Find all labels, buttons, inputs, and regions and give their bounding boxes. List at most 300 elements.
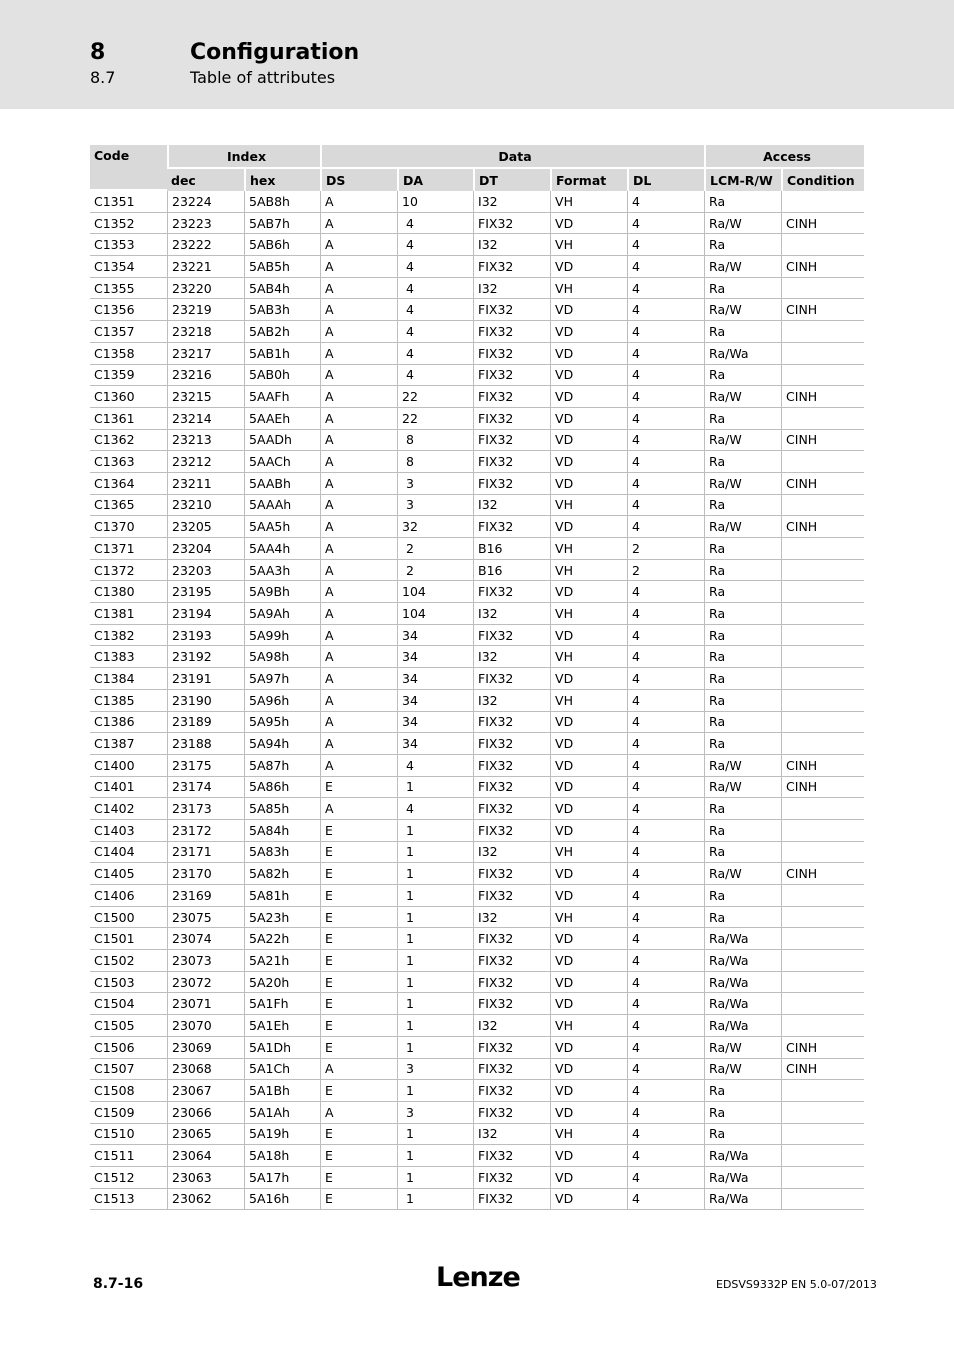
cell-dl: 4 [627,885,704,907]
cell-index-dec: 23065 [167,1124,244,1146]
cell-index-hex: 5A16h [244,1189,320,1211]
cell-format: VH [550,1124,627,1146]
cell-code: C1381 [90,603,167,625]
cell-index-dec: 23214 [167,408,244,430]
cell-dl: 4 [627,928,704,950]
cell-index-hex: 5A21h [244,950,320,972]
cell-code: C1356 [90,299,167,321]
table-row [90,321,864,343]
cell-code: C1362 [90,430,167,452]
cell-format: VD [550,777,627,799]
cell-ds: E [320,863,397,885]
cell-lcm-rw: Ra [704,451,781,473]
cell-index-hex: 5A95h [244,712,320,734]
cell-format: VH [550,646,627,668]
cell-index-dec: 23170 [167,863,244,885]
cell-ds: A [320,495,397,517]
cell-code: C1355 [90,278,167,300]
cell-format: VD [550,343,627,365]
cell-condition: CINH [781,473,864,495]
table-row [90,820,864,842]
cell-condition [781,495,864,517]
cell-da: 1 [397,1124,473,1146]
cell-index-dec: 23212 [167,451,244,473]
cell-lcm-rw: Ra [704,321,781,343]
header-da: DA [397,169,473,191]
cell-condition [781,885,864,907]
cell-da: 2 [397,538,473,560]
table-row [90,1059,864,1081]
cell-ds: E [320,1189,397,1211]
cell-index-dec: 23173 [167,798,244,820]
table-row [90,1167,864,1189]
cell-dl: 4 [627,343,704,365]
cell-index-dec: 23175 [167,755,244,777]
cell-dl: 4 [627,972,704,994]
cell-dt: FIX32 [473,820,550,842]
cell-ds: A [320,798,397,820]
cell-dt: FIX32 [473,625,550,647]
cell-ds: E [320,1037,397,1059]
cell-condition: CINH [781,386,864,408]
cell-index-dec: 23213 [167,430,244,452]
cell-dl: 4 [627,1102,704,1124]
cell-code: C1357 [90,321,167,343]
cell-condition: CINH [781,1059,864,1081]
attributes-table [90,145,864,1210]
cell-code: C1404 [90,842,167,864]
cell-dl: 2 [627,560,704,582]
cell-ds: A [320,1102,397,1124]
cell-dt: FIX32 [473,256,550,278]
cell-ds: A [320,213,397,235]
cell-code: C1505 [90,1015,167,1037]
cell-index-dec: 23190 [167,690,244,712]
cell-index-dec: 23071 [167,993,244,1015]
cell-code: C1501 [90,928,167,950]
cell-dl: 2 [627,538,704,560]
cell-dl: 4 [627,408,704,430]
cell-index-dec: 23210 [167,495,244,517]
cell-dl: 4 [627,321,704,343]
cell-dt: I32 [473,495,550,517]
cell-dl: 4 [627,690,704,712]
cell-lcm-rw: Ra/W [704,386,781,408]
cell-da: 1 [397,842,473,864]
header-format: Format [550,169,627,191]
cell-format: VD [550,668,627,690]
cell-code: C1512 [90,1167,167,1189]
cell-code: C1513 [90,1189,167,1211]
cell-format: VD [550,1189,627,1211]
cell-ds: A [320,365,397,387]
cell-da: 8 [397,430,473,452]
cell-index-hex: 5A1Bh [244,1080,320,1102]
cell-ds: E [320,1080,397,1102]
cell-dl: 4 [627,386,704,408]
cell-dl: 4 [627,1167,704,1189]
cell-condition: CINH [781,863,864,885]
cell-da: 22 [397,386,473,408]
cell-da: 4 [397,256,473,278]
cell-da: 4 [397,343,473,365]
cell-index-hex: 5AAAh [244,495,320,517]
cell-index-dec: 23172 [167,820,244,842]
cell-index-dec: 23174 [167,777,244,799]
cell-ds: A [320,299,397,321]
cell-index-dec: 23073 [167,950,244,972]
cell-ds: A [320,343,397,365]
cell-index-hex: 5A87h [244,755,320,777]
cell-dl: 4 [627,625,704,647]
cell-ds: A [320,278,397,300]
cell-condition [781,1124,864,1146]
cell-ds: E [320,1145,397,1167]
cell-lcm-rw: Ra/Wa [704,343,781,365]
cell-format: VD [550,928,627,950]
cell-da: 4 [397,755,473,777]
cell-index-hex: 5AB0h [244,365,320,387]
cell-ds: A [320,560,397,582]
header-condition: Condition [781,169,864,191]
cell-dl: 4 [627,603,704,625]
cell-dt: FIX32 [473,516,550,538]
cell-code: C1511 [90,1145,167,1167]
cell-format: VD [550,1145,627,1167]
cell-format: VD [550,1167,627,1189]
cell-format: VH [550,603,627,625]
cell-index-dec: 23218 [167,321,244,343]
cell-index-dec: 23169 [167,885,244,907]
table-row [90,646,864,668]
cell-code: C1352 [90,213,167,235]
cell-format: VD [550,885,627,907]
header-access: Access [704,145,864,169]
cell-index-hex: 5A1Ch [244,1059,320,1081]
cell-dt: FIX32 [473,950,550,972]
cell-da: 4 [397,365,473,387]
cell-index-dec: 23070 [167,1015,244,1037]
cell-dt: FIX32 [473,755,550,777]
cell-code: C1507 [90,1059,167,1081]
cell-lcm-rw: Ra/Wa [704,993,781,1015]
cell-dt: FIX32 [473,928,550,950]
cell-dt: I32 [473,646,550,668]
cell-ds: A [320,538,397,560]
cell-dt: FIX32 [473,972,550,994]
cell-index-dec: 23072 [167,972,244,994]
cell-ds: A [320,755,397,777]
cell-condition [781,842,864,864]
cell-code: C1509 [90,1102,167,1124]
table-row [90,451,864,473]
cell-index-dec: 23194 [167,603,244,625]
cell-dt: FIX32 [473,1189,550,1211]
cell-code: C1382 [90,625,167,647]
cell-code: C1500 [90,907,167,929]
cell-dt: I32 [473,1015,550,1037]
cell-format: VH [550,278,627,300]
cell-da: 2 [397,560,473,582]
cell-ds: A [320,668,397,690]
cell-da: 1 [397,907,473,929]
cell-format: VD [550,408,627,430]
section-number: 8.7 [90,68,116,87]
cell-lcm-rw: Ra [704,625,781,647]
cell-dt: FIX32 [473,213,550,235]
cell-condition [781,820,864,842]
cell-condition [781,993,864,1015]
cell-index-hex: 5A99h [244,625,320,647]
cell-da: 104 [397,603,473,625]
cell-dt: I32 [473,907,550,929]
cell-dt: I32 [473,690,550,712]
cell-condition [781,234,864,256]
cell-dl: 4 [627,256,704,278]
cell-lcm-rw: Ra/Wa [704,1189,781,1211]
cell-da: 34 [397,712,473,734]
cell-ds: E [320,928,397,950]
cell-index-hex: 5AB5h [244,256,320,278]
cell-index-hex: 5AB6h [244,234,320,256]
cell-ds: A [320,386,397,408]
chapter-title: Configuration [190,40,360,65]
table-row [90,1015,864,1037]
cell-index-dec: 23069 [167,1037,244,1059]
cell-format: VD [550,863,627,885]
document-id: EDSVS9332P EN 5.0-07/2013 [716,1278,877,1291]
cell-dl: 4 [627,646,704,668]
cell-index-hex: 5A17h [244,1167,320,1189]
cell-format: VH [550,560,627,582]
cell-dt: FIX32 [473,885,550,907]
table-row [90,798,864,820]
cell-index-hex: 5A1Dh [244,1037,320,1059]
table-row [90,234,864,256]
cell-dt: FIX32 [473,451,550,473]
cell-dt: FIX32 [473,1102,550,1124]
cell-code: C1358 [90,343,167,365]
cell-dl: 4 [627,907,704,929]
cell-condition: CINH [781,430,864,452]
cell-dt: FIX32 [473,408,550,430]
table-row [90,278,864,300]
cell-code: C1386 [90,712,167,734]
cell-index-hex: 5AA3h [244,560,320,582]
cell-dl: 4 [627,863,704,885]
table-row [90,1037,864,1059]
cell-ds: E [320,993,397,1015]
cell-condition [781,907,864,929]
cell-index-hex: 5A18h [244,1145,320,1167]
cell-da: 1 [397,1080,473,1102]
cell-index-hex: 5A96h [244,690,320,712]
cell-lcm-rw: Ra [704,408,781,430]
cell-da: 34 [397,668,473,690]
table-row [90,625,864,647]
cell-condition: CINH [781,516,864,538]
cell-format: VD [550,712,627,734]
cell-da: 1 [397,972,473,994]
cell-code: C1387 [90,733,167,755]
table-row [90,581,864,603]
cell-condition [781,950,864,972]
cell-format: VH [550,907,627,929]
cell-index-dec: 23191 [167,668,244,690]
cell-format: VD [550,1102,627,1124]
cell-index-hex: 5AB8h [244,191,320,213]
cell-format: VD [550,755,627,777]
cell-dl: 4 [627,1189,704,1211]
cell-dt: FIX32 [473,299,550,321]
cell-dl: 4 [627,842,704,864]
cell-format: VD [550,993,627,1015]
cell-dt: FIX32 [473,993,550,1015]
cell-index-hex: 5A9Bh [244,581,320,603]
cell-format: VD [550,213,627,235]
cell-condition: CINH [781,1037,864,1059]
cell-index-dec: 23171 [167,842,244,864]
cell-code: C1506 [90,1037,167,1059]
cell-index-dec: 23211 [167,473,244,495]
cell-ds: A [320,581,397,603]
cell-lcm-rw: Ra [704,603,781,625]
cell-code: C1405 [90,863,167,885]
cell-lcm-rw: Ra [704,1124,781,1146]
cell-lcm-rw: Ra [704,191,781,213]
cell-dl: 4 [627,820,704,842]
cell-dl: 4 [627,473,704,495]
cell-index-hex: 5A1Eh [244,1015,320,1037]
cell-condition [781,1145,864,1167]
cell-index-dec: 23217 [167,343,244,365]
cell-code: C1400 [90,755,167,777]
lenze-logo: Lenze [436,1262,520,1293]
page-header [0,0,954,109]
cell-index-dec: 23062 [167,1189,244,1211]
cell-index-hex: 5AB3h [244,299,320,321]
table-row [90,1189,864,1211]
table-row [90,907,864,929]
cell-format: VH [550,191,627,213]
cell-da: 1 [397,1189,473,1211]
cell-index-hex: 5A85h [244,798,320,820]
table-row [90,1102,864,1124]
cell-index-hex: 5A1Ah [244,1102,320,1124]
cell-code: C1401 [90,777,167,799]
header-dt: DT [473,169,550,191]
cell-code: C1380 [90,581,167,603]
cell-format: VD [550,430,627,452]
cell-index-dec: 23188 [167,733,244,755]
cell-dt: FIX32 [473,386,550,408]
cell-format: VH [550,538,627,560]
cell-ds: E [320,907,397,929]
cell-dt: FIX32 [473,1059,550,1081]
cell-index-hex: 5A22h [244,928,320,950]
cell-da: 34 [397,625,473,647]
cell-index-hex: 5AAEh [244,408,320,430]
cell-index-hex: 5A20h [244,972,320,994]
cell-da: 8 [397,451,473,473]
cell-dl: 4 [627,495,704,517]
cell-format: VD [550,516,627,538]
cell-da: 1 [397,777,473,799]
cell-format: VD [550,365,627,387]
table-row [90,972,864,994]
cell-format: VD [550,625,627,647]
cell-ds: E [320,885,397,907]
cell-ds: E [320,1015,397,1037]
cell-code: C1351 [90,191,167,213]
cell-ds: A [320,408,397,430]
cell-da: 1 [397,993,473,1015]
cell-dt: FIX32 [473,365,550,387]
cell-format: VD [550,256,627,278]
cell-index-hex: 5A84h [244,820,320,842]
cell-index-hex: 5AB7h [244,213,320,235]
cell-code: C1370 [90,516,167,538]
cell-da: 4 [397,278,473,300]
section-title: Table of attributes [190,68,336,87]
cell-index-hex: 5A97h [244,668,320,690]
cell-dl: 4 [627,191,704,213]
cell-code: C1402 [90,798,167,820]
cell-index-dec: 23067 [167,1080,244,1102]
cell-index-hex: 5A86h [244,777,320,799]
cell-format: VD [550,733,627,755]
cell-da: 4 [397,798,473,820]
cell-index-hex: 5A81h [244,885,320,907]
cell-lcm-rw: Ra/W [704,213,781,235]
cell-index-dec: 23075 [167,907,244,929]
cell-lcm-rw: Ra/Wa [704,928,781,950]
cell-dt: I32 [473,842,550,864]
table-row [90,690,864,712]
cell-condition [781,690,864,712]
cell-ds: A [320,516,397,538]
table-row [90,668,864,690]
header-hex: hex [244,169,320,191]
table-row [90,928,864,950]
cell-lcm-rw: Ra [704,1102,781,1124]
cell-code: C1360 [90,386,167,408]
cell-format: VD [550,451,627,473]
cell-dl: 4 [627,516,704,538]
cell-condition [781,321,864,343]
cell-code: C1359 [90,365,167,387]
cell-lcm-rw: Ra [704,668,781,690]
cell-format: VD [550,972,627,994]
header-dec: dec [167,169,244,191]
cell-dt: FIX32 [473,343,550,365]
cell-condition [781,278,864,300]
cell-dl: 4 [627,1080,704,1102]
cell-lcm-rw: Ra/W [704,516,781,538]
table-row [90,495,864,517]
cell-lcm-rw: Ra/Wa [704,950,781,972]
cell-lcm-rw: Ra/W [704,299,781,321]
cell-lcm-rw: Ra [704,733,781,755]
cell-ds: E [320,1167,397,1189]
cell-condition [781,451,864,473]
cell-dl: 4 [627,1037,704,1059]
table-row [90,1145,864,1167]
cell-condition: CINH [781,299,864,321]
cell-format: VD [550,1080,627,1102]
table-row [90,863,864,885]
cell-code: C1372 [90,560,167,582]
